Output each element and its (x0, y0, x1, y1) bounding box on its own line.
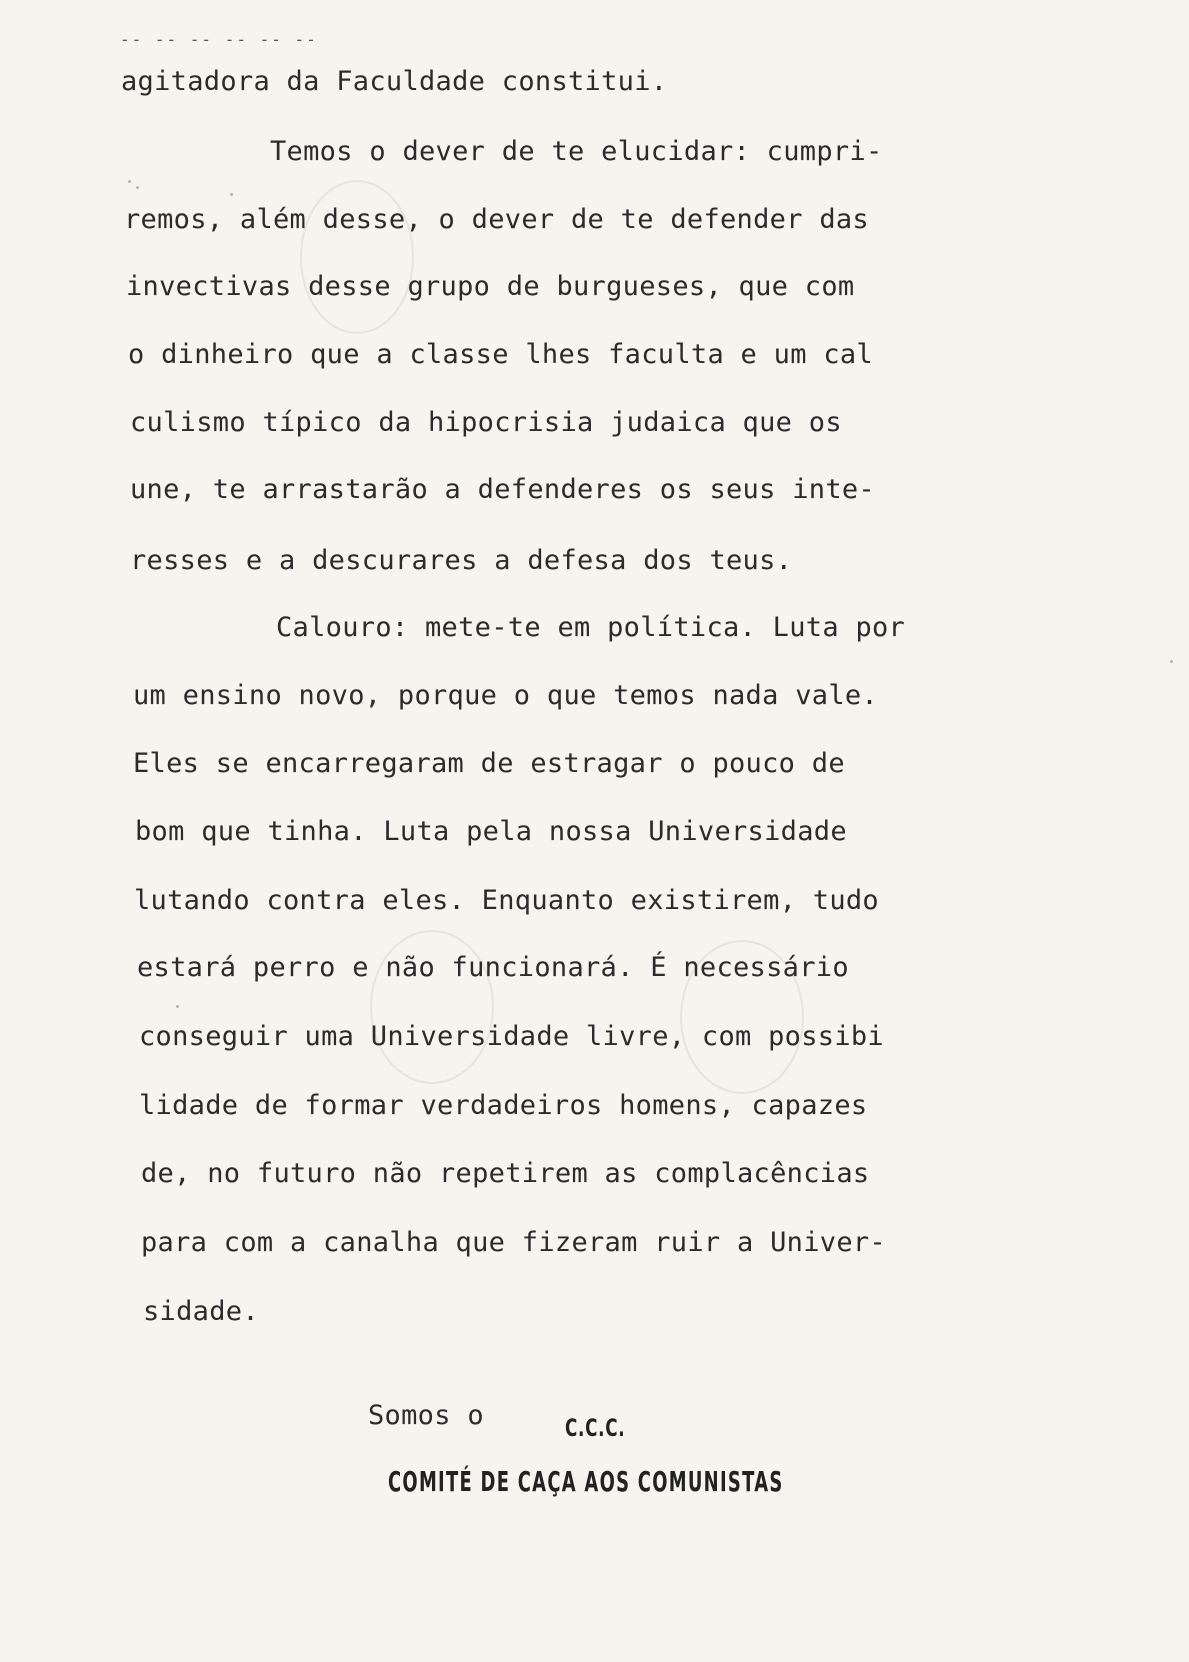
text-line-13: lutando contra eles. Enquanto existirem, tudo (134, 885, 879, 916)
ink-speck (230, 193, 233, 196)
text-line-14: estará perro e não funcionará. É necessário (137, 952, 849, 983)
ink-speck (128, 180, 131, 183)
text-line-15: conseguir uma Universidade livre, com possibi (139, 1021, 884, 1052)
text-line-5: o dinheiro que a classe lhes faculta e um cal (128, 339, 873, 370)
signature-acronym: C.C.C. (565, 1414, 626, 1442)
text-line-1: agitadora da Faculdade constitui. (121, 66, 668, 97)
text-line-10: um ensino novo, porque o que temos nada vale. (133, 680, 878, 711)
text-line-8: resses e a descurares a defesa dos teus. (130, 545, 793, 576)
ink-speck (176, 1005, 179, 1008)
text-line-2: Temos o dever de te elucidar: cumpri- (270, 136, 883, 167)
text-line-6: culismo típico da hipocrisia judaica que os (130, 407, 842, 438)
ink-speck (1170, 660, 1173, 663)
text-line-19: sidade. (143, 1296, 259, 1327)
text-line-12: bom que tinha. Luta pela nossa Universidade (135, 816, 847, 847)
text-line-7: une, te arrastarão a defenderes os seus inte- (130, 474, 875, 505)
text-line-9: Calouro: mete-te em política. Luta por (276, 612, 906, 643)
ink-speck (136, 186, 139, 189)
text-line-18: para com a canalha que fizeram ruir a Univer- (141, 1227, 886, 1258)
text-line-3: remos, além desse, o dever de te defender das (124, 204, 869, 235)
signature-organization-name: COMITÉ DE CAÇA AOS COMUNISTAS (388, 1465, 784, 1498)
text-line-17: de, no futuro não repetirem as complacências (141, 1158, 870, 1189)
text-line-4: invectivas desse grupo de burgueses, que com (126, 271, 855, 302)
text-line-16: lidade de formar verdadeiros homens, capazes (139, 1090, 868, 1121)
text-line-11: Eles se encarregaram de estragar o pouco de (133, 748, 845, 779)
header-marks: -- -- -- -- -- -- (120, 30, 318, 49)
signature-intro: Somos o (368, 1400, 484, 1431)
